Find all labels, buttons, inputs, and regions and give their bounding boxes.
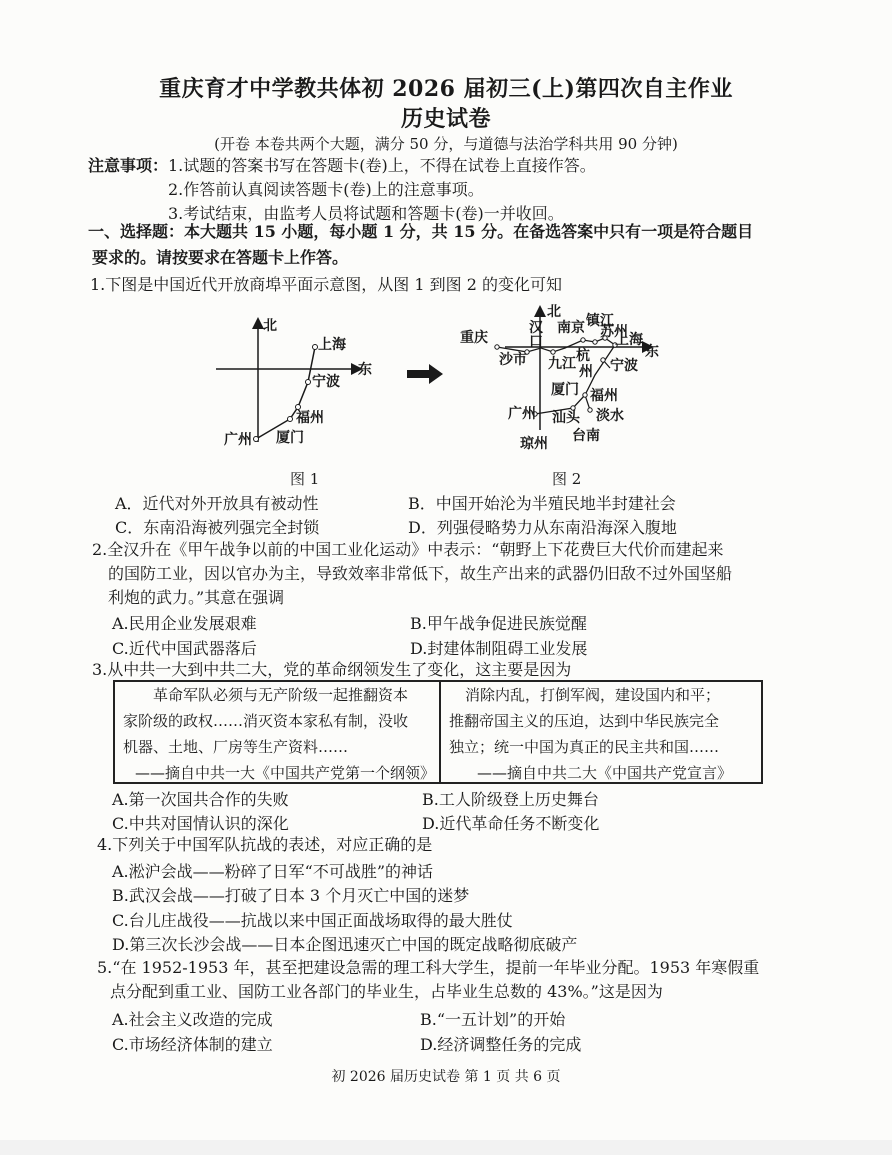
- fig1-north-label: 北: [263, 318, 277, 334]
- fig2-city-chongqing: 重庆: [460, 330, 488, 346]
- q5-option-c: C.市场经济体制的建立: [112, 1035, 273, 1054]
- fig2-city-zhou: 州: [579, 364, 593, 380]
- q1-option-d: D．列强侵略势力从东南沿海深入腹地: [408, 518, 677, 537]
- fig2-city-nanjing: 南京: [557, 320, 585, 336]
- exam-title: 重庆育才中学教共体初 2026 届初三(上)第四次自主作业: [159, 76, 733, 102]
- fig2-city-guangzhou: 广州: [508, 406, 536, 422]
- q3-option-b: B.工人阶级登上历史舞台: [422, 790, 599, 809]
- fig1-east-label: 东: [358, 362, 372, 378]
- fig2-north-label: 北: [547, 304, 561, 320]
- page-footer: 初 2026 届历史试卷 第 1 页 共 6 页: [331, 1069, 561, 1085]
- fig1-city-shanghai: 上海: [318, 337, 346, 353]
- fig2-city-jiujiang: 九江: [548, 356, 576, 372]
- q3-source-right: 消除内乱，打倒军阀，建设国内和平； 推翻帝国主义的压迫，达到中华民族完全 独立；统一中国为真正的民主共和国…… ——摘自中共二大《中国共产党宣言》: [449, 686, 733, 782]
- q2-option-b: B.甲午战争促进民族觉醒: [410, 614, 587, 633]
- fig2-city-kou: 口: [529, 334, 543, 350]
- fig2-city-xiamen: 厦门: [551, 382, 579, 398]
- note-item-2: 2.作答前认真阅读答题卡(卷)上的注意事项。: [168, 180, 484, 199]
- q2-option-c: C.近代中国武器落后: [112, 639, 257, 658]
- q3-option-d: D.近代革命任务不断变化: [422, 814, 600, 833]
- q2-option-d: D.封建体制阻碍工业发展: [410, 639, 588, 658]
- q1-option-a: A．近代对外开放具有被动性: [115, 494, 319, 513]
- fig2-city-shashi: 沙市: [499, 352, 527, 368]
- fig2-city-ningbo: 宁波: [610, 358, 638, 374]
- fig2-city-fuzhou: 福州: [590, 388, 618, 404]
- q1-figure-2-map: [455, 300, 675, 460]
- q2-line-3: 利炮的武力。”其意在强调: [108, 588, 285, 607]
- q5-line-1: 5.“在 1952-1953 年，甚至把建设急需的理工科大学生，提前一年毕业分配。1953 年寒假重: [97, 958, 760, 977]
- fig1-city-ningbo: 宁波: [312, 374, 340, 390]
- fig2-city-suzhou: 苏州: [600, 324, 628, 340]
- fig2-city-shanghai: 上海: [615, 332, 643, 348]
- q5-line-2: 点分配到重工业、国防工业各部门的毕业生，占毕业生总数的 43%。”这是因为: [110, 982, 663, 1001]
- q1-figure-1-map: [210, 312, 390, 462]
- fig2-city-qiongzhou: 琼州: [520, 436, 548, 452]
- section-1-heading: 一、选择题：本大题共 15 小题，每小题 1 分，共 15 分。在备选答案中只有一项是符合题目: [88, 222, 754, 241]
- q3-source-table: [113, 680, 763, 784]
- q5-option-a: A.社会主义改造的完成: [112, 1010, 273, 1029]
- fig2-city-danshui: 淡水: [596, 408, 624, 424]
- q1-option-b: B．中国开始沦为半殖民地半封建社会: [408, 494, 676, 513]
- fig2-city-hang: 杭: [576, 348, 590, 364]
- fig2-city-tainan: 台南: [572, 428, 600, 444]
- fig1-city-fuzhou: 福州: [296, 410, 324, 426]
- fig1-caption: 图 1: [290, 470, 320, 488]
- fig2-east-label: 东: [645, 344, 659, 360]
- q4-option-b: B.武汉会战——打破了日本 3 个月灭亡中国的迷梦: [112, 886, 470, 905]
- q3-source-left: 革命军队必须与无产阶级一起推翻资本 家阶级的政权……消灭资本家私有制，没收 机器、土地、厂房等生产资料…… ——摘自中共一大《中国共产党第一个纲领》: [123, 686, 436, 782]
- q5-option-b: B.“一五计划”的开始: [420, 1010, 566, 1029]
- q2-line-2: 的国防工业，因以官办为主，导致效率非常低下，故生产出来的武器仍旧敌不过外国坚船: [108, 564, 733, 583]
- exam-subtitle: 历史试卷: [400, 106, 491, 132]
- right-arrow-icon: [405, 362, 445, 386]
- section-1-heading-cont: 要求的。请按要求在答题卡上作答。: [92, 248, 349, 267]
- q4-option-c: C.台儿庄战役——抗战以来中国正面战场取得的最大胜仗: [112, 911, 513, 930]
- q3-stem: 3.从中共一大到中共二大，党的革命纲领发生了变化，这主要是因为: [92, 660, 572, 679]
- fig1-city-xiamen: 厦门: [276, 430, 304, 446]
- q4-option-d: D.第三次长沙会战——日本企图迅速灭亡中国的既定战略彻底破产: [112, 935, 578, 954]
- fig1-city-guangzhou: 广州: [224, 432, 252, 448]
- q1-stem: 1.下图是中国近代开放商埠平面示意图，从图 1 到图 2 的变化可知: [90, 275, 562, 294]
- q1-option-c: C．东南沿海被列强完全封锁: [115, 518, 320, 537]
- q2-line-1: 2.全汉升在《甲午战争以前的中国工业化运动》中表示：“朝野上下花费巨大代价而建起来: [92, 540, 724, 559]
- q3-option-a: A.第一次国共合作的失败: [112, 790, 289, 809]
- fig2-city-han: 汉: [529, 320, 543, 336]
- note-item-3: 3.考试结束，由监考人员将试题和答题卡(卷)一并收回。: [168, 204, 564, 223]
- q5-option-d: D.经济调整任务的完成: [420, 1035, 582, 1054]
- exam-info: (开卷 本卷共两个大题，满分 50 分，与道德与法治学科共用 90 分钟): [214, 135, 678, 153]
- notes-label: 注意事项：: [88, 156, 169, 175]
- fig2-caption: 图 2: [552, 470, 582, 488]
- q4-option-a: A.淞沪会战——粉碎了日军“不可战胜”的神话: [112, 862, 434, 881]
- q4-stem: 4.下列关于中国军队抗战的表述，对应正确的是: [97, 835, 433, 854]
- q3-option-c: C.中共对国情认识的深化: [112, 814, 289, 833]
- q2-option-a: A.民用企业发展艰难: [112, 614, 257, 633]
- fig2-city-shantou: 汕头: [552, 410, 580, 426]
- fig2-city-zhenjiang: 镇江: [586, 313, 614, 329]
- note-item-1: 1.试题的答案书写在答题卡(卷)上，不得在试卷上直接作答。: [168, 156, 596, 175]
